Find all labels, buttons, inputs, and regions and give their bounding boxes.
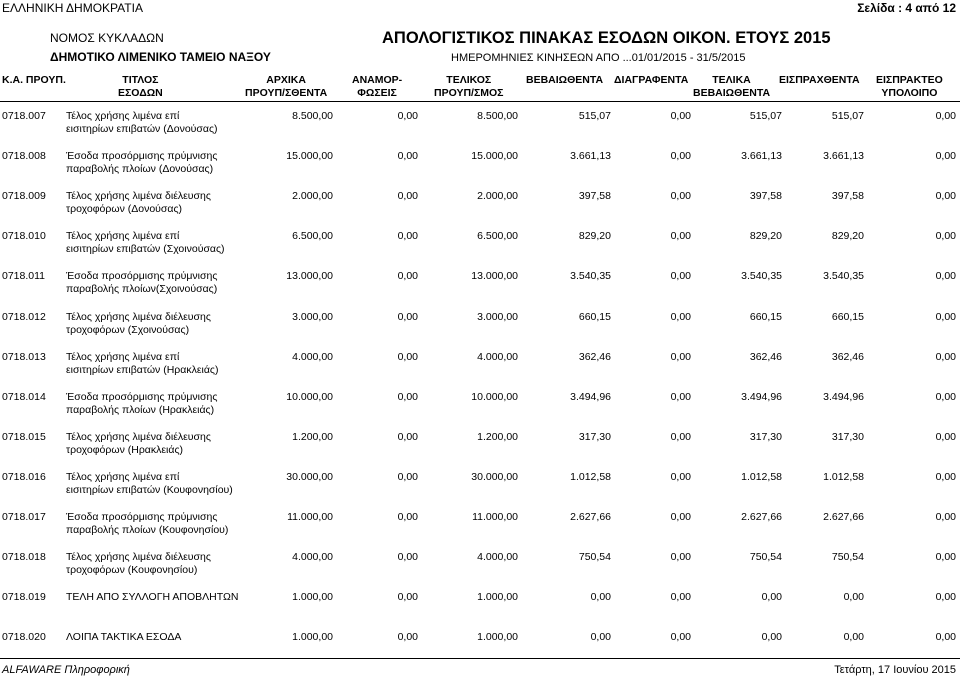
row-remaining: 0,00 — [935, 230, 956, 243]
row-code: 0718.010 — [2, 230, 46, 243]
row-final: 15.000,00 — [471, 150, 518, 163]
table-row — [0, 311, 960, 351]
row-title-line2: παραβολής πλοίων (Κουφονησίου) — [66, 524, 229, 536]
row-deleted: 0,00 — [670, 350, 691, 363]
row-remaining: 0,00 — [935, 270, 956, 283]
row-final-cert: 362,46 — [749, 350, 782, 363]
col-header-collected: ΕΙΣΠΡΑΧΘΕΝΤΑ — [779, 74, 860, 86]
row-realloc: 0,00 — [397, 390, 418, 403]
row-final-cert: 829,20 — [749, 230, 782, 243]
row-realloc: 0,00 — [397, 270, 418, 283]
row-final-cert: 1.012,58 — [741, 470, 782, 483]
row-remaining: 0,00 — [935, 551, 956, 564]
row-code: 0718.014 — [2, 390, 46, 403]
row-title-line1: ΤΕΛΗ ΑΠΟ ΣΥΛΛΟΓΗ ΑΠΟΒΛΗΤΩΝ — [66, 591, 239, 604]
row-final-cert: 3.494,96 — [741, 390, 782, 403]
row-final: 4.000,00 — [477, 350, 518, 363]
row-deleted: 0,00 — [670, 230, 691, 243]
row-title-line2: παραβολής πλοίων(Σχοινούσας) — [66, 283, 218, 296]
row-certified: 2.627,66 — [570, 511, 611, 523]
row-title-line1: Τέλος χρήσης λιμένα επί — [66, 470, 180, 483]
row-initial: 13.000,00 — [286, 270, 333, 283]
row-initial: 2.000,00 — [292, 190, 333, 203]
page-indicator: Σελίδα : 4 από 12 — [857, 1, 956, 15]
row-deleted: 0,00 — [670, 551, 691, 564]
row-code: 0718.012 — [2, 310, 46, 323]
row-title-line2: τροχοφόρων (Σχοινούσας) — [66, 323, 190, 336]
row-code: 0718.018 — [2, 551, 46, 564]
row-final: 11.000,00 — [472, 511, 518, 523]
row-final-cert: 397,58 — [749, 190, 782, 203]
row-final: 1.000,00 — [477, 631, 518, 644]
row-remaining: 0,00 — [935, 310, 956, 323]
row-collected: 397,58 — [831, 190, 864, 203]
row-realloc: 0,00 — [397, 470, 418, 483]
row-remaining: 0,00 — [935, 190, 956, 203]
row-collected: 660,15 — [831, 310, 864, 323]
row-title-line2: παραβολής πλοίων (Δονούσας) — [66, 163, 214, 176]
col-header-title: ΤΙΤΛΟΣ ΕΣΟΔΩΝ — [118, 74, 163, 99]
row-title-line1: Τέλος χρήσης λιμένα επί — [66, 230, 180, 243]
row-realloc: 0,00 — [397, 591, 418, 604]
row-deleted: 0,00 — [670, 310, 691, 323]
fund-name: ΔΗΜΟΤΙΚΟ ΛΙΜΕΝΙΚΟ ΤΑΜΕΙΟ ΝΑΞΟΥ — [50, 50, 271, 64]
row-final: 1.000,00 — [477, 591, 518, 604]
row-certified: 0,00 — [590, 591, 611, 604]
row-collected: 0,00 — [843, 591, 864, 604]
print-date: Τετάρτη, 17 Ιουνίου 2015 — [834, 664, 956, 676]
row-collected: 362,46 — [831, 350, 864, 363]
row-deleted: 0,00 — [670, 150, 691, 163]
col-header-final: ΤΕΛΙΚΟΣ ΠΡΟΥΠ/ΣΜΟΣ — [434, 74, 504, 99]
table-row — [0, 110, 960, 150]
row-remaining: 0,00 — [935, 150, 956, 163]
table-row — [0, 511, 960, 551]
row-certified: 362,46 — [578, 350, 611, 363]
row-title-line1: Έσοδα προσόρμισης πρύμνισης — [66, 150, 218, 163]
table-row — [0, 190, 960, 230]
row-realloc: 0,00 — [397, 430, 418, 443]
row-remaining: 0,00 — [935, 631, 956, 644]
row-realloc: 0,00 — [397, 230, 418, 243]
row-title-line1: Τέλος χρήσης λιμένα επί — [66, 110, 180, 122]
row-title-line1: Τέλος χρήσης λιμένα διέλευσης — [66, 551, 211, 564]
row-code: 0718.008 — [2, 150, 46, 163]
row-initial: 8.500,00 — [292, 110, 333, 122]
row-final: 3.000,00 — [477, 310, 518, 323]
republic-label: ΕΛΛΗΝΙΚΗ ΔΗΜΟΚΡΑΤΙΑ — [2, 1, 143, 15]
row-collected: 750,54 — [831, 551, 864, 564]
row-code: 0718.007 — [2, 110, 46, 122]
row-realloc: 0,00 — [397, 631, 418, 644]
row-certified: 750,54 — [578, 551, 611, 564]
row-realloc: 0,00 — [397, 190, 418, 203]
row-initial: 30.000,00 — [286, 470, 333, 483]
row-final: 13.000,00 — [471, 270, 518, 283]
row-deleted: 0,00 — [670, 470, 691, 483]
row-title-line1: Τέλος χρήσης λιμένα επί — [66, 350, 180, 363]
row-deleted: 0,00 — [670, 110, 691, 122]
vendor-label: ALFAWARE Πληροφορική — [2, 664, 130, 676]
row-initial: 1.000,00 — [292, 591, 333, 604]
row-final: 8.500,00 — [477, 110, 518, 122]
row-code: 0718.017 — [2, 511, 46, 523]
row-realloc: 0,00 — [397, 110, 418, 122]
row-title-line2: εισιτηρίων επιβατών (Κουφονησίου) — [66, 483, 233, 496]
row-certified: 317,30 — [578, 430, 611, 443]
row-final: 30.000,00 — [471, 470, 518, 483]
row-title-line2: εισιτηρίων επιβατών (Ηρακλειάς) — [66, 363, 219, 376]
row-certified: 397,58 — [578, 190, 611, 203]
row-code: 0718.015 — [2, 430, 46, 443]
row-final: 4.000,00 — [477, 551, 518, 564]
row-collected: 0,00 — [843, 631, 864, 644]
table-row — [0, 351, 960, 391]
row-code: 0718.016 — [2, 470, 46, 483]
row-certified: 3.540,35 — [570, 270, 611, 283]
row-certified: 515,07 — [578, 110, 611, 122]
row-title-line2: τροχοφόρων (Κουφονησίου) — [66, 564, 198, 577]
col-header-realloc: ΑΝΑΜΟΡ- ΦΩΣΕΙΣ — [352, 74, 403, 99]
row-initial: 6.500,00 — [292, 230, 333, 243]
table-row — [0, 471, 960, 511]
row-code: 0718.020 — [2, 631, 46, 644]
row-collected: 3.494,96 — [823, 390, 864, 403]
row-code: 0718.009 — [2, 190, 46, 203]
header-divider — [0, 101, 960, 102]
row-final-cert: 515,07 — [749, 110, 782, 122]
row-realloc: 0,00 — [397, 350, 418, 363]
table-row — [0, 230, 960, 270]
row-certified: 3.661,13 — [570, 150, 611, 163]
row-collected: 1.012,58 — [823, 470, 864, 483]
row-title-line1: Έσοδα προσόρμισης πρύμνισης — [66, 390, 218, 403]
row-collected: 829,20 — [831, 230, 864, 243]
row-final-cert: 750,54 — [749, 551, 782, 564]
row-final-cert: 3.540,35 — [741, 270, 782, 283]
row-realloc: 0,00 — [397, 150, 418, 163]
row-realloc: 0,00 — [397, 310, 418, 323]
row-code: 0718.019 — [2, 591, 46, 604]
row-title-line1: ΛΟΙΠΑ ΤΑΚΤΙΚΑ ΕΣΟΔΑ — [66, 631, 182, 644]
row-deleted: 0,00 — [670, 190, 691, 203]
col-header-code: Κ.Α. ΠΡΟΥΠ. — [2, 74, 66, 86]
row-title-line1: Έσοδα προσόρμισης πρύμνισης — [66, 270, 218, 283]
row-certified: 0,00 — [590, 631, 611, 644]
row-collected: 3.540,35 — [823, 270, 864, 283]
row-deleted: 0,00 — [670, 591, 691, 604]
row-title-line2: παραβολής πλοίων (Ηρακλειάς) — [66, 403, 215, 416]
table-row — [0, 150, 960, 190]
table-row — [0, 391, 960, 431]
prefecture-label: ΝΟΜΟΣ ΚΥΚΛΑΔΩΝ — [50, 31, 164, 45]
row-final-cert: 317,30 — [749, 430, 782, 443]
row-collected: 317,30 — [831, 430, 864, 443]
row-remaining: 0,00 — [935, 110, 956, 122]
row-remaining: 0,00 — [935, 390, 956, 403]
row-deleted: 0,00 — [670, 631, 691, 644]
row-deleted: 0,00 — [670, 511, 691, 523]
col-header-remaining: ΕΙΣΠΡΑΚΤΕΟ ΥΠΟΛΟΙΠΟ — [876, 74, 943, 99]
row-final-cert: 0,00 — [761, 591, 782, 604]
row-final-cert: 3.661,13 — [741, 150, 782, 163]
row-certified: 1.012,58 — [570, 470, 611, 483]
row-certified: 660,15 — [578, 310, 611, 323]
row-title-line2: εισιτηρίων επιβατών (Σχοινούσας) — [66, 243, 225, 256]
row-realloc: 0,00 — [397, 551, 418, 564]
col-header-certified: ΒΕΒΑΙΩΘΕΝΤΑ — [526, 74, 604, 86]
row-final-cert: 660,15 — [749, 310, 782, 323]
row-title-line1: Έσοδα προσόρμισης πρύμνισης — [66, 511, 218, 523]
row-certified: 829,20 — [578, 230, 611, 243]
row-initial: 11.000,00 — [287, 511, 333, 523]
table-row — [0, 631, 960, 671]
row-initial: 4.000,00 — [292, 551, 333, 564]
row-deleted: 0,00 — [670, 270, 691, 283]
row-initial: 3.000,00 — [292, 310, 333, 323]
row-remaining: 0,00 — [935, 350, 956, 363]
row-final: 6.500,00 — [477, 230, 518, 243]
date-range: ΗΜΕΡΟΜΗΝΙΕΣ ΚΙΝΗΣΕΩΝ ΑΠΟ ...01/01/2015 - 31/5/2015 — [451, 52, 746, 64]
row-title-line1: Τέλος χρήσης λιμένα διέλευσης — [66, 430, 211, 443]
table-row — [0, 591, 960, 631]
page-title: ΑΠΟΛΟΓΙΣΤΙΚΟΣ ΠΙΝΑΚΑΣ ΕΣΟΔΩΝ ΟΙΚΟΝ. ΕΤΟΥΣ 2015 — [382, 29, 831, 47]
row-remaining: 0,00 — [935, 430, 956, 443]
row-final: 2.000,00 — [477, 190, 518, 203]
row-initial: 1.000,00 — [292, 631, 333, 644]
row-final: 1.200,00 — [477, 430, 518, 443]
row-final-cert: 0,00 — [761, 631, 782, 644]
row-title-line1: Τέλος χρήσης λιμένα διέλευσης — [66, 310, 211, 323]
row-final: 10.000,00 — [471, 390, 518, 403]
row-final-cert: 2.627,66 — [741, 511, 782, 523]
row-title-line2: εισιτηρίων επιβατών (Δονούσας) — [66, 123, 218, 135]
row-remaining: 0,00 — [935, 591, 956, 604]
footer-divider — [0, 658, 960, 659]
row-initial: 4.000,00 — [292, 350, 333, 363]
col-header-final-cert: ΤΕΛΙΚΑ ΒΕΒΑΙΩΘΕΝΤΑ — [693, 74, 771, 99]
table-row — [0, 551, 960, 591]
row-remaining: 0,00 — [935, 470, 956, 483]
row-collected: 3.661,13 — [823, 150, 864, 163]
row-initial: 10.000,00 — [286, 390, 333, 403]
row-code: 0718.013 — [2, 350, 46, 363]
row-initial: 1.200,00 — [292, 430, 333, 443]
row-initial: 15.000,00 — [286, 150, 333, 163]
row-collected: 515,07 — [831, 110, 864, 122]
col-header-deleted: ΔΙΑΓΡΑΦΕΝΤΑ — [614, 74, 689, 86]
row-title-line1: Τέλος χρήσης λιμένα διέλευσης — [66, 190, 211, 203]
row-remaining: 0,00 — [935, 511, 956, 523]
row-deleted: 0,00 — [670, 430, 691, 443]
row-title-line2: τροχοφόρων (Δονούσας) — [66, 203, 183, 216]
table-row — [0, 270, 960, 310]
table-row — [0, 431, 960, 471]
col-header-initial: ΑΡΧΙΚΑ ΠΡΟΥΠ/ΣΘΕΝΤΑ — [245, 74, 328, 99]
row-deleted: 0,00 — [670, 390, 691, 403]
row-collected: 2.627,66 — [823, 511, 864, 523]
row-code: 0718.011 — [2, 270, 46, 283]
row-realloc: 0,00 — [397, 511, 418, 523]
row-title-line2: τροχοφόρων (Ηρακλειάς) — [66, 443, 183, 456]
row-certified: 3.494,96 — [570, 390, 611, 403]
